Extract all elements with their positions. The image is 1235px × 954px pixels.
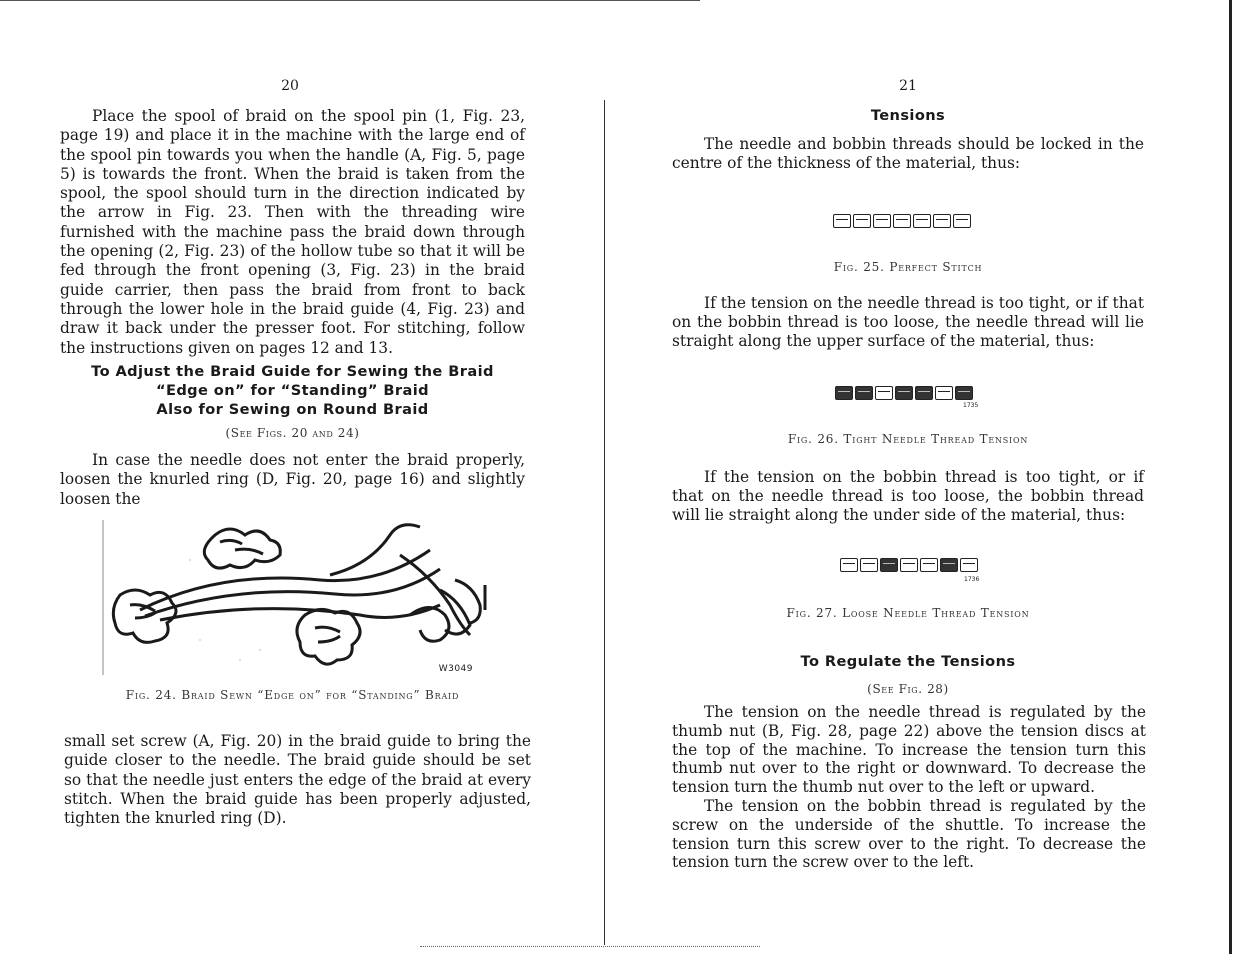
right-page-edge — [1229, 0, 1232, 954]
heading-reference: (See Figs. 20 and 24) — [225, 426, 360, 440]
stitch-mark — [955, 386, 973, 400]
stitch-mark — [853, 214, 871, 228]
section-heading-braid-guide — [60, 362, 525, 419]
stitch-mark — [855, 386, 873, 400]
heading-regulate-tensions: To Regulate the Tensions — [800, 653, 1016, 670]
regulate-paragraph-2: The tension on the bobbin thread is regulated by the screw on the underside of the shuttle. To increase the tension turn this screw over to the right. To decrease the tension turn the screw over to the left. — [672, 797, 1146, 872]
regulate-paragraph-1: The tension on the needle thread is regulated by the thumb nut (B, Fig. 28, page 22) above the tension discs at the top of the machine. To increase the tension turn this thumb nut over to the right or downward. To decrease the tension turn the thumb nut over to the left or upward. — [672, 703, 1146, 797]
figure-24-braid-illustration — [100, 520, 495, 680]
book-gutter — [604, 100, 605, 945]
stitch-mark — [933, 214, 951, 228]
heading-line-2: “Edge on” for “Standing” Braid — [155, 382, 430, 399]
stitch-mark — [915, 386, 933, 400]
regulate-reference: (See Fig. 28) — [867, 682, 949, 696]
stitch-mark — [833, 214, 851, 228]
figure-25-caption: Fig. 25. Perfect Stitch — [833, 260, 983, 274]
figure-27-code: 1736 — [964, 576, 980, 583]
heading-tensions: Tensions — [870, 107, 946, 124]
stitch-mark — [840, 558, 858, 572]
braid-drawing — [100, 520, 495, 680]
heading-line-3: Also for Sewing on Round Braid — [156, 401, 429, 418]
heading-line-1: To Adjust the Braid Guide for Sewing the Braid — [91, 363, 494, 380]
page-number-right: 21 — [899, 78, 917, 94]
tensions-paragraph: The needle and bobbin threads should be locked in the centre of the thickness of the material, thus: — [672, 135, 1144, 172]
figure-26-code: 1735 — [963, 402, 979, 409]
figure-24-code: W3049 — [438, 664, 473, 674]
intro-paragraph: Place the spool of braid on the spool pin (1, Fig. 23, page 19) and place it in the machine with the large end of the spool pin towards you when the handle (A, Fig. 5, page 5) is towards the front. When the braid is taken from the spool, the spool should turn in the direction indicated by the arrow in Fig. 23. Then with the threading wire furnished with the machine pass the braid down through the opening (2, Fig. 23) of the hollow tube so that it will be fed through the front opening (3, Fig. 23) in the braid guide carrier, then pass the braid from front to back through the lower hole in the braid guide (4, Fig. 23) and draw it back under the presser foot. For stitching, follow the instructions given on pages 12 and 13. — [60, 107, 525, 357]
figure-24-caption: Fig. 24. Braid Sewn “Edge on” for “Standing” Braid — [125, 688, 460, 702]
stitch-mark — [835, 386, 853, 400]
figure-27-stitch-diagram — [840, 558, 978, 572]
stitch-mark — [860, 558, 878, 572]
paragraph-set-screw: small set screw (A, Fig. 20) in the braid guide to bring the guide closer to the needle. The braid guide should be set so that the needle just enters the edge of the braid at every stitch. When the braid guide has been properly adjusted, tighten the knurled ring (D). — [64, 732, 531, 828]
bottom-edge-dots — [420, 946, 760, 948]
page-number-left: 20 — [281, 78, 299, 94]
stitch-mark — [940, 558, 958, 572]
stitch-mark — [953, 214, 971, 228]
figure-26-stitch-diagram — [835, 386, 973, 400]
stitch-mark — [913, 214, 931, 228]
stitch-mark — [935, 386, 953, 400]
stitch-mark — [893, 214, 911, 228]
figure-27-caption: Fig. 27. Loose Needle Thread Tension — [786, 606, 1030, 620]
figure-25-stitch-diagram — [833, 214, 971, 228]
loose-tension-paragraph: If the tension on the bobbin thread is too tight, or if that on the needle thread is too loose, the bobbin thread will lie straight along the under side of the material, thus: — [672, 468, 1144, 524]
stitch-mark — [895, 386, 913, 400]
stitch-mark — [920, 558, 938, 572]
stitch-mark — [960, 558, 978, 572]
stitch-mark — [873, 214, 891, 228]
tight-tension-paragraph: If the tension on the needle thread is too tight, or if that on the bobbin thread is too loose, the needle thread will lie straight along the upper surface of the material, thus: — [672, 294, 1144, 350]
figure-26-caption: Fig. 26. Tight Needle Thread Tension — [787, 432, 1029, 446]
paragraph-needle-adjust: In case the needle does not enter the braid properly, loosen the knurled ring (D, Fig. 20, page 16) and slightly loosen the — [60, 451, 525, 508]
top-edge-line — [0, 0, 700, 1]
stitch-mark — [875, 386, 893, 400]
stitch-mark — [900, 558, 918, 572]
stitch-mark — [880, 558, 898, 572]
